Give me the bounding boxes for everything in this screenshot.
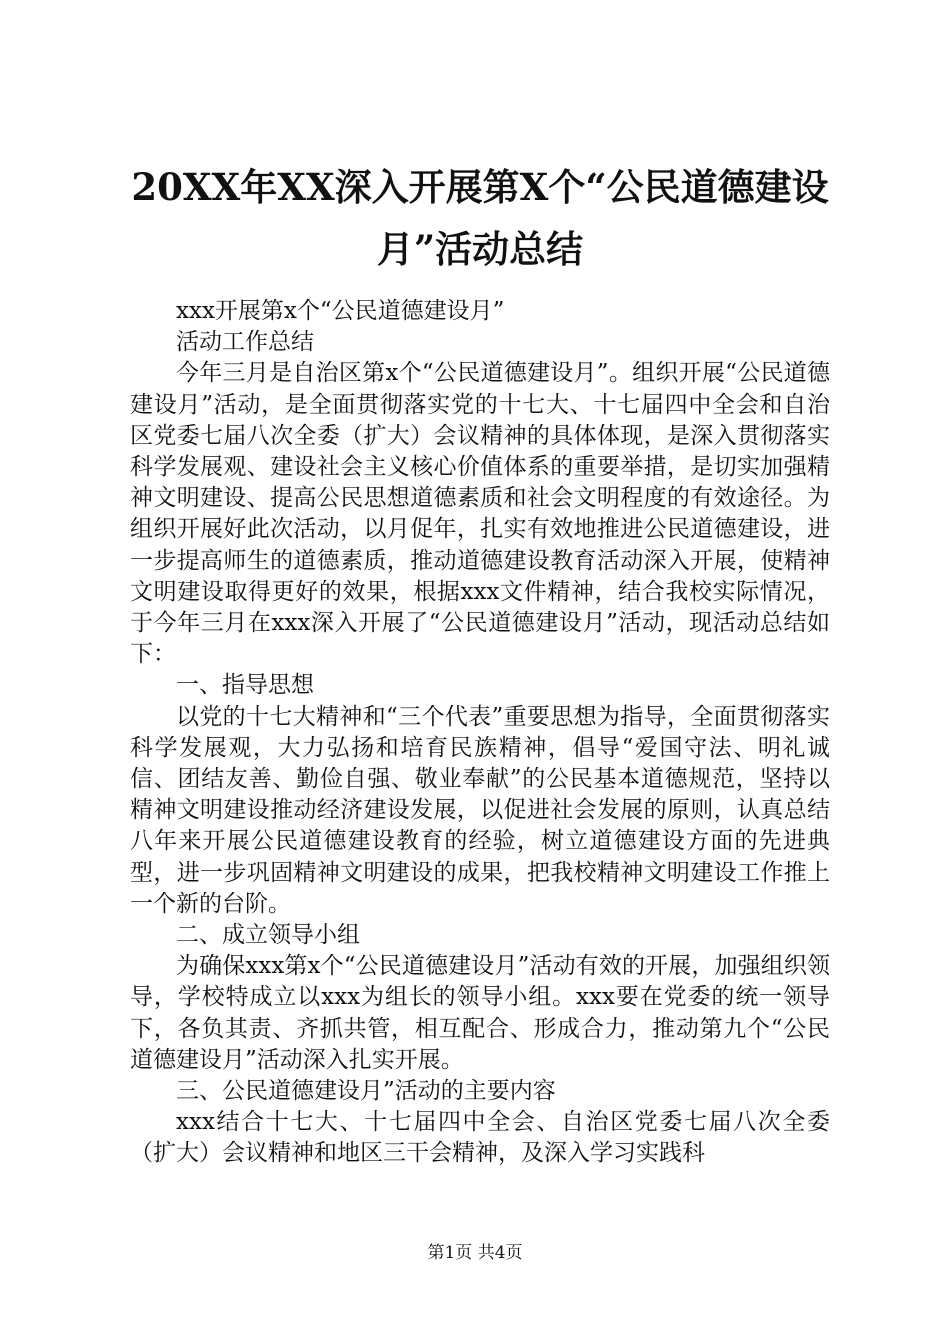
page-footer: 第1页 共4页 [427,1243,523,1263]
subtitle-line-2: 活动工作总结 [176,329,314,356]
guiding-thought-paragraph: 以党的十七大精神和“三个代表”重要思想为指导，全面贯彻落实科学发展观，大力弘扬和培育民族精神，倡导“爱国守法、明礼诚信、团结友善、勤俭自强、敬业奉献”的公民基本道德规范，坚持以精神文明建设推动经济建设发展，以促进社会发展的原则，认真总结八年来开展公民道德建设教育的经验，树立道德建设方面的先进典型，进一步巩固精神文明建设的成果，把我校精神文明建设工作推上一个新的台阶。 [130,703,830,917]
section-heading-main-content: 三、公民道德建设月”活动的主要内容 [176,1078,556,1105]
section-heading-guiding-thought: 一、指导思想 [176,672,314,699]
document-title: 20XX年XX深入开展第X个“公民道德建设月”活动总结 [131,165,829,271]
main-content-paragraph: xxx结合十七大、十七届四中全会、自治区党委七届八次全委（扩大）会议精神和地区三干会精神，及深入学习实践科 [130,1109,830,1167]
section-heading-leadership-group: 二、成立领导小组 [176,922,360,949]
leadership-group-paragraph: 为确保xxx第x个“公民道德建设月”活动有效的开展，加强组织领导，学校特成立以xxx为组长的领导小组。xxx要在党委的统一领导下，各负其责、齐抓共管，相互配合、形成合力，推动第九个“公民道德建设月”活动深入扎实开展。 [130,953,830,1073]
document-body [130,296,830,1170]
subtitle-line-1: xxx开展第x个“公民道德建设月” [176,298,505,324]
intro-paragraph: 今年三月是自治区第x个“公民道德建设月”。组织开展“公民道德建设月”活动，是全面贯彻落实党的十七大、十七届四中全会和自治区党委七届八次全委（扩大）会议精神的具体体现，是深入贯彻落实科学发展观、建设社会主义核心价值体系的重要举措，是切实加强精神文明建设、提高公民思想道德素质和社会文明程度的有效途径。为组织开展好此次活动，以月促年，扎实有效地推进公民道德建设，进一步提高师生的道德素质，推动道德建设教育活动深入开展，使精神文明建设取得更好的效果，根据xxx文件精神，结合我校实际情况，于今年三月在xxx深入开展了“公民道德建设月”活动，现活动总结如下： [130,360,830,668]
